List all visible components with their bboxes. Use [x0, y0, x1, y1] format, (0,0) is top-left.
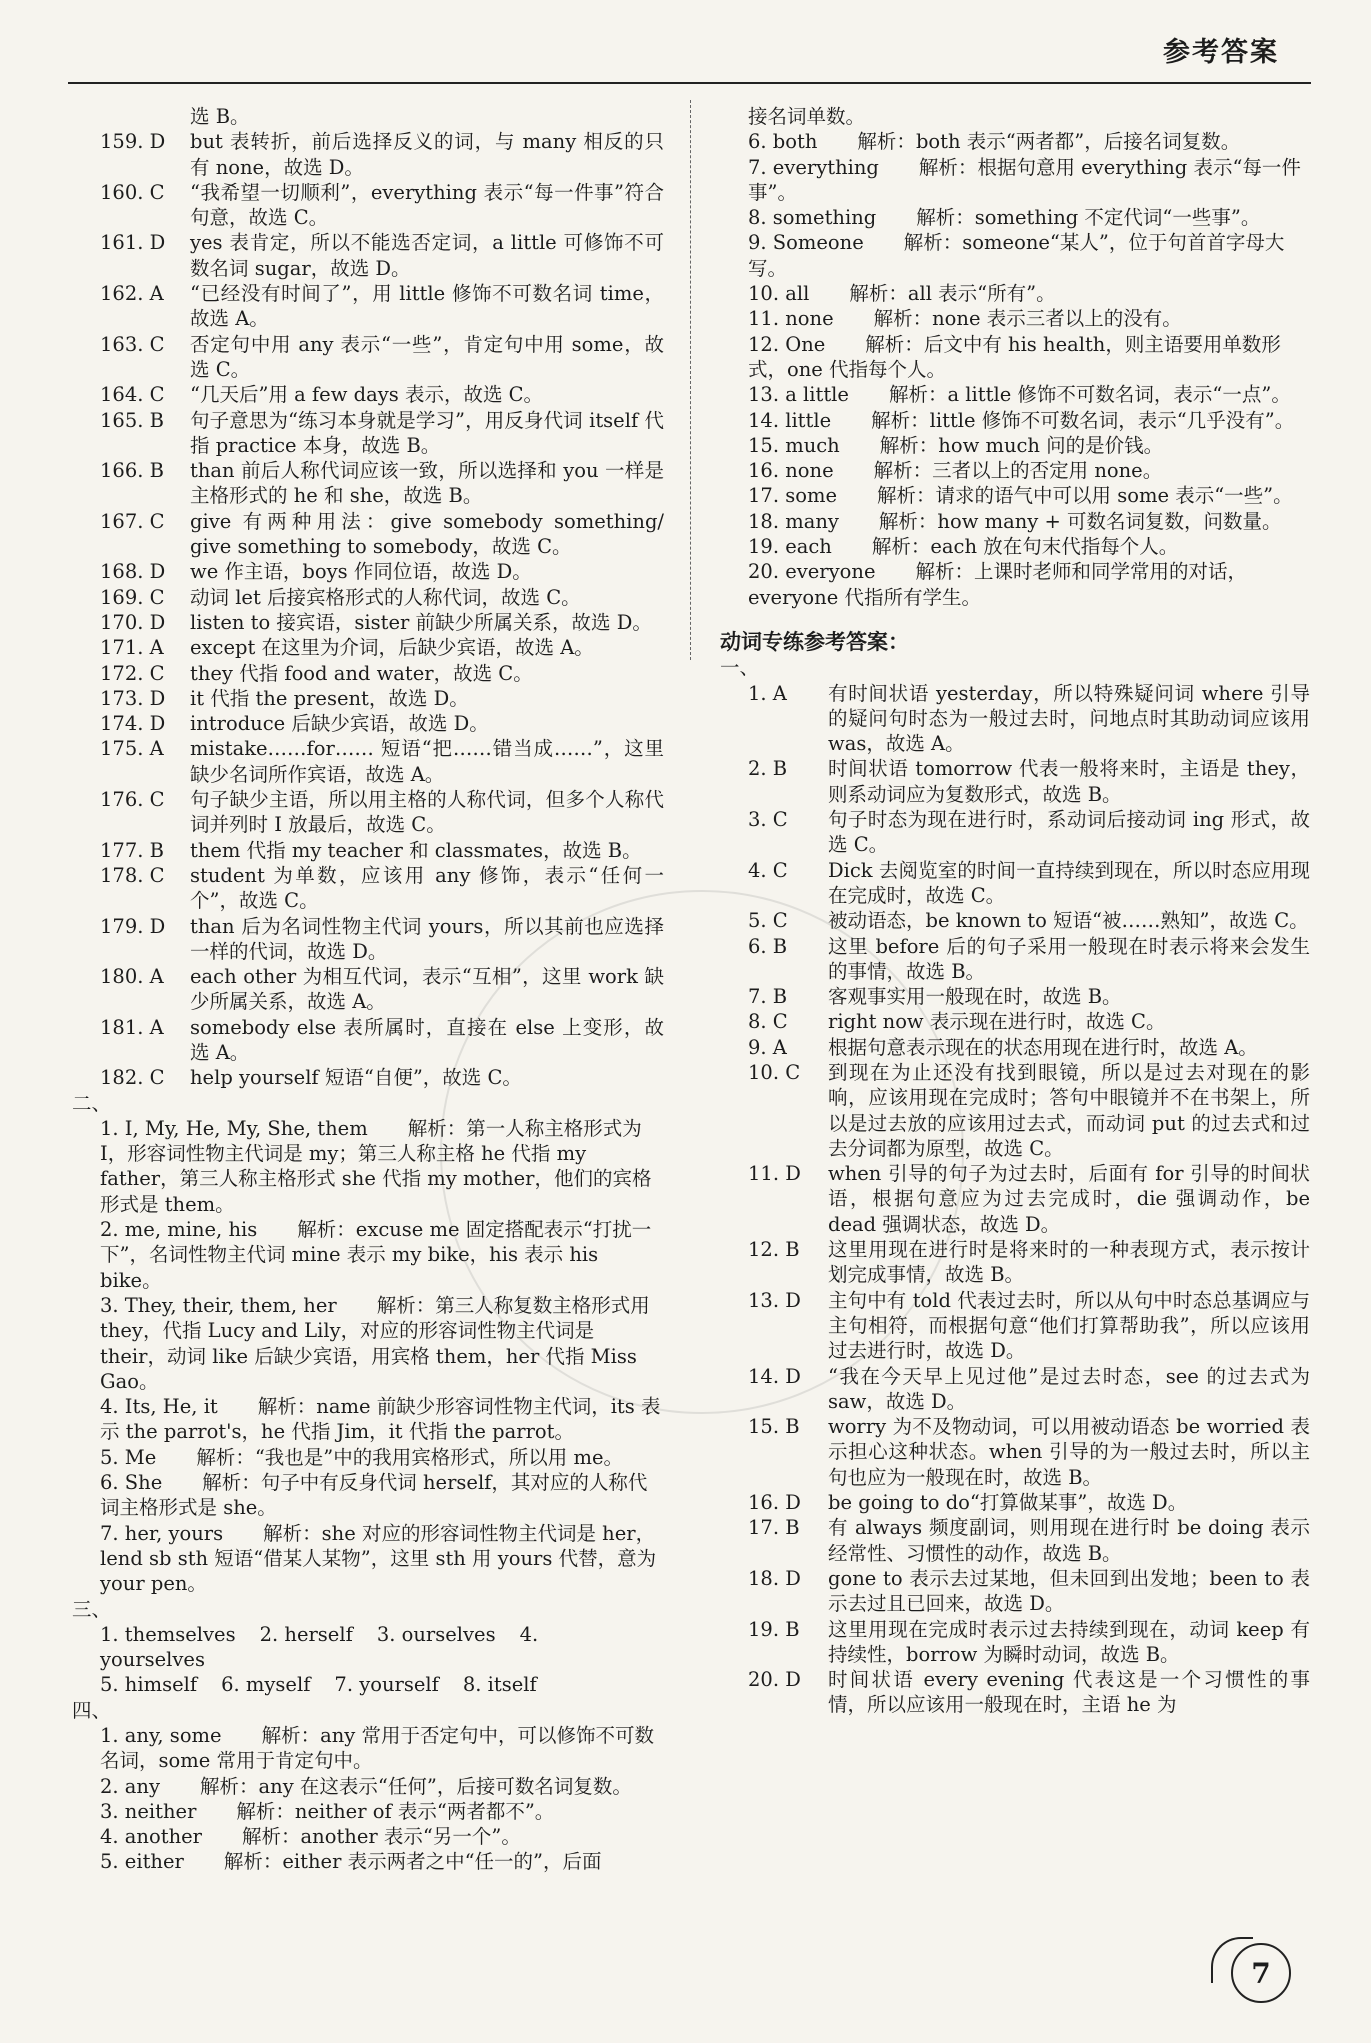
section-heading: 动词专练参考答案： — [720, 629, 909, 654]
answer-item — [72, 635, 664, 660]
answer-explanation: 后文中有 his health，则主语要用单数形式，one 代指每个人。 — [748, 332, 1281, 381]
answer-key: 2. me, mine, his — [100, 1218, 258, 1242]
answer-key: 3. C — [748, 808, 788, 832]
answer-explanation: 客观事实用一般现在时，故选 B。 — [828, 985, 1122, 1009]
answer-key: 5. himself — [100, 1673, 198, 1697]
answer-explanation: “几天后”用 a few days 表示，故选 C。 — [190, 383, 544, 407]
answer-explanation: 到现在为止还没有找到眼镜，所以是过去对现在的影响，应该用现在完成时；答句中眼镜并不在书架上，所以是过去放的应该用过去式，而动词 put 的过去式和过去分词都为原型，故选 C。 — [828, 1060, 1310, 1160]
answer-item — [720, 756, 1310, 807]
answer-item — [720, 858, 1310, 909]
answer-key: 168. D — [100, 560, 166, 584]
answer-key: 182. C — [100, 1066, 165, 1090]
answer-item — [720, 458, 1310, 483]
answer-explanation: something 不定代词“一些事”。 — [974, 206, 1261, 230]
answer-item — [720, 934, 1310, 985]
answer-item — [720, 408, 1310, 433]
answer-explanation: 根据句意用 everything 表示“每一件事”。 — [748, 155, 1301, 204]
answer-item — [720, 1060, 1310, 1161]
answer-item — [72, 180, 664, 231]
answer-key: 173. D — [100, 686, 166, 710]
answer-key: 11. D — [748, 1162, 801, 1186]
header-rule — [68, 82, 1311, 84]
analysis-label: 解析： — [871, 535, 931, 559]
answer-item — [720, 382, 1310, 407]
answer-key: 174. D — [100, 712, 166, 736]
answer-key: 3. They, their, them, her — [100, 1293, 337, 1317]
answer-item — [720, 807, 1310, 858]
answer-item — [72, 711, 664, 736]
answer-item — [72, 661, 664, 686]
answer-row — [72, 1622, 664, 1673]
answer-explanation: 上课时老师和同学常用的对话，everyone 代指所有学生。 — [748, 560, 1248, 609]
answer-key: 5. C — [748, 909, 788, 933]
answer-explanation: 句子缺少主语，所以用主格的人称代词，但多个人称代词并列时 I 放最后，故选 C。 — [190, 788, 664, 837]
answer-item — [72, 559, 664, 584]
analysis-label: 解析： — [871, 408, 930, 432]
answer-item — [72, 1015, 664, 1066]
answer-key: 4. yourselves — [100, 1622, 539, 1672]
answer-key: 3. neither — [100, 1799, 197, 1823]
answer-key: 20. everyone — [748, 560, 876, 584]
analysis-label: 解析： — [257, 1395, 317, 1419]
answer-key: 4. C — [748, 858, 788, 882]
analysis-label: 解析： — [865, 332, 924, 356]
answer-item — [720, 483, 1310, 508]
answer-item — [72, 1217, 664, 1293]
answer-key: 167. C — [100, 509, 165, 533]
answer-explanation: 句子中有反身代词 herself，其对应的人称代词主格形式是 she。 — [100, 1471, 648, 1520]
analysis-label: 解析： — [849, 282, 908, 306]
answer-explanation: we 作主语，boys 作同位语，故选 D。 — [190, 560, 532, 584]
analysis-label: 解析： — [879, 433, 939, 457]
answer-key: 10. C — [748, 1060, 801, 1084]
answer-key: 162. A — [100, 282, 164, 306]
analysis-label: 解析： — [196, 1445, 255, 1469]
answer-item — [72, 1065, 664, 1090]
answer-item — [720, 1566, 1310, 1617]
answer-explanation: introduce 后缺少宾语，故选 D。 — [190, 712, 489, 736]
answer-key: 179. D — [100, 914, 166, 938]
analysis-label: 解析： — [263, 1521, 322, 1545]
answer-explanation: listen to 接宾语，sister 前缺少所属关系，故选 D。 — [190, 610, 652, 634]
continued-text: 接名词单数。 — [748, 105, 866, 128]
answer-explanation: any 常用于否定句中，可以修饰不可数名词，some 常用于肯定句中。 — [100, 1724, 655, 1773]
answer-key: 175. A — [100, 737, 164, 761]
analysis-label: 解析： — [903, 231, 963, 255]
answer-explanation: except 在这里为介词，后缺少宾语，故选 A。 — [190, 636, 594, 660]
section-label: 三、 — [72, 1597, 112, 1621]
answer-explanation: 有 always 频度副词，则用现在进行时 be doing 表示经常性、习惯性的动作，故选 B。 — [828, 1516, 1310, 1565]
answer-key: 2. herself — [259, 1622, 353, 1646]
answer-key: 19. B — [748, 1617, 800, 1641]
answer-item — [720, 1161, 1310, 1237]
answer-key: 176. C — [100, 788, 165, 812]
answer-key: 8. itself — [462, 1673, 537, 1697]
answer-key: 177. B — [100, 838, 164, 862]
answer-key: 17. B — [748, 1516, 800, 1540]
answer-key: 1. I, My, He, My, She, them — [100, 1116, 368, 1140]
analysis-label: 解析： — [877, 484, 936, 508]
left-column — [72, 104, 664, 1875]
answer-explanation: each 放在句末代指每个人。 — [930, 535, 1179, 559]
answer-item — [720, 1364, 1310, 1415]
answer-key: 15. B — [748, 1415, 800, 1439]
answer-explanation: 主句中有 told 代表过去时，所以从句中时态总基调应与主句相符，而根据句意“他们打算帮助我”，所以应该用过去进行时，故选 D。 — [828, 1288, 1310, 1363]
answer-key: 3. ourselves — [376, 1622, 496, 1646]
answer-item — [720, 559, 1310, 610]
answer-explanation: they 代指 food and water，故选 C。 — [190, 661, 533, 685]
answer-key: 165. B — [100, 408, 164, 432]
answer-explanation: 有时间状语 yesterday，所以特殊疑问词 where 引导的疑问句时态为一般过去时，问地点时其助动词应该用 was，故选 A。 — [828, 681, 1310, 756]
answer-explanation: give 有两种用法：give somebody something/ give something to somebody，故选 C。 — [190, 509, 664, 559]
answer-item — [72, 1470, 664, 1521]
answer-item — [720, 534, 1310, 559]
answer-explanation: Dick 去阅览室的时间一直持续到现在，所以时态应用现在完成时，故选 C。 — [828, 858, 1310, 907]
answer-explanation: any 在这表示“任何”，后接可数名词复数。 — [258, 1774, 632, 1798]
answer-explanation: how many + 可数名词复数，问数量。 — [937, 509, 1282, 533]
answer-explanation: 句子时态为现在进行时，系动词后接动词 ing 形式，故选 C。 — [828, 808, 1310, 857]
answer-item — [72, 1521, 664, 1597]
answer-explanation: yes 表肯定，所以不能选否定词，a little 可修饰不可数名词 sugar，故选 D。 — [190, 231, 664, 280]
answer-item — [720, 1617, 1310, 1668]
answer-explanation: “已经没有时间了”，用 little 修饰不可数名词 time，故选 A。 — [190, 282, 664, 331]
answer-key: 1. themselves — [100, 1622, 236, 1646]
answer-item — [72, 686, 664, 711]
answer-item — [72, 1293, 664, 1394]
right-column — [720, 104, 1310, 1718]
answer-item — [72, 1824, 664, 1849]
answer-explanation: than 前后人称代词应该一致，所以选择和 you 一样是主格形式的 he 和 she，故选 B。 — [190, 459, 664, 508]
answer-explanation: she 对应的形容词性物主代词是 her，lend sb sth 短语“借某人某物”，这里 sth 用 yours 代替，意为 your pen。 — [100, 1521, 657, 1596]
answer-explanation: 这里 before 后的句子采用一般现在时表示将来会发生的事情，故选 B。 — [828, 934, 1310, 983]
answer-key: 11. none — [748, 307, 834, 331]
answer-explanation: little 修饰不可数名词，表示“几乎没有”。 — [929, 408, 1295, 432]
answer-explanation: 第三人称复数主格形式用 they，代指 Lucy and Lily，对应的形容词性物主代词是 their，动词 like 后缺少宾语，用宾格 them，her 代指 Miss Gao。 — [100, 1293, 650, 1393]
analysis-label: 解析： — [407, 1116, 467, 1140]
answer-explanation: excuse me 固定搭配表示“打扰一下”，名词性物主代词 mine 表示 my bike，his 表示 his bike。 — [100, 1218, 652, 1292]
answer-explanation: how much 问的是价钱。 — [938, 433, 1164, 457]
analysis-label: 解析： — [202, 1471, 261, 1495]
answer-item — [720, 1237, 1310, 1288]
answer-explanation: mistake……for…… 短语“把……错当成……”，这里缺少名词所作宾语，故选 A。 — [190, 737, 664, 786]
answer-key: 13. a little — [748, 383, 849, 407]
answer-key: 2. B — [748, 757, 788, 781]
answer-item — [720, 908, 1310, 933]
answer-key: 18. D — [748, 1566, 801, 1590]
section-label: 四、 — [72, 1698, 112, 1722]
analysis-label: 解析： — [200, 1774, 259, 1798]
answer-key: 163. C — [100, 332, 165, 356]
answer-item — [720, 1035, 1310, 1060]
answer-item — [72, 585, 664, 610]
answer-key: 161. D — [100, 231, 166, 255]
answer-item — [720, 129, 1310, 154]
answer-explanation: each other 为相互代词，表示“互相”，这里 work 缺少所属关系，故选 A。 — [190, 965, 664, 1014]
analysis-label: 解析： — [297, 1218, 356, 1242]
answer-key: 181. A — [100, 1015, 164, 1039]
answer-item — [72, 863, 664, 914]
answer-key: 1. any, some — [100, 1724, 222, 1747]
analysis-label: 解析： — [857, 130, 916, 154]
answer-item — [720, 984, 1310, 1009]
answer-explanation: another 表示“另一个”。 — [300, 1825, 521, 1849]
answer-explanation: a little 修饰不可数名词，表示“一点”。 — [947, 383, 1291, 407]
analysis-label: 解析： — [873, 459, 933, 483]
answer-item — [72, 408, 664, 459]
answer-item — [720, 1667, 1310, 1718]
answer-key: 12. One — [748, 332, 826, 356]
answer-key: 9. A — [748, 1035, 787, 1059]
answer-item — [72, 1445, 664, 1470]
answer-item — [72, 1774, 664, 1799]
answer-explanation: help yourself 短语“自便”，故选 C。 — [190, 1066, 522, 1090]
answer-item — [720, 681, 1310, 757]
answer-item — [720, 281, 1310, 306]
answer-item — [72, 736, 664, 787]
answer-explanation: be going to do“打算做某事”，故选 D。 — [828, 1491, 1188, 1515]
answer-explanation: either 表示两者之中“任一的”，后面 — [282, 1850, 602, 1874]
answer-key: 6. both — [748, 130, 818, 154]
answer-item — [72, 1849, 664, 1874]
answer-key: 2. any — [100, 1774, 161, 1798]
answer-explanation: than 后为名词性物主代词 yours，所以其前也应选择一样的代词，故选 D。 — [190, 914, 664, 963]
answer-item — [72, 914, 664, 965]
answer-key: 180. A — [100, 965, 164, 989]
answer-explanation: worry 为不及物动词，可以用被动语态 be worried 表示担心这种状态。when 引导的为一般过去时，所以主句也应为一般现在时，故选 B。 — [828, 1415, 1310, 1489]
answer-item — [72, 129, 664, 180]
answer-explanation: gone to 表示去过某地，但未回到出发地；been to 表示去过且已回来，故选 D。 — [828, 1566, 1310, 1616]
analysis-label: 解析： — [918, 155, 978, 179]
answer-explanation: 句子意思为“练习本身就是学习”，用反身代词 itself 代指 practice 本身，故选 B。 — [190, 408, 664, 457]
answer-item — [72, 1723, 664, 1774]
answer-item — [72, 610, 664, 635]
answer-key: 172. C — [100, 661, 165, 685]
answer-key: 13. D — [748, 1288, 801, 1312]
answer-item — [720, 205, 1310, 230]
analysis-label: 解析： — [878, 509, 938, 533]
answer-key: 7. B — [748, 985, 788, 1009]
analysis-label: 解析： — [261, 1724, 321, 1747]
answer-explanation: 否定句中用 any 表示“一些”，肯定句中用 some，故选 C。 — [190, 332, 664, 381]
analysis-label: 解析： — [916, 206, 975, 230]
answer-key: 171. A — [100, 636, 164, 660]
answer-item — [720, 1515, 1310, 1566]
page-title: 参考答案 — [1163, 37, 1279, 68]
answer-explanation: name 前缺少形容词性物主代词，its 表示 the parrot's，he 代指 Jim，it 代指 the parrot。 — [100, 1395, 661, 1444]
answer-item — [720, 1414, 1310, 1490]
answer-item — [72, 230, 664, 281]
answer-explanation: 时间状语 tomorrow 代表一般将来时，主语是 they，则系动词应为复数形式，故选 B。 — [828, 757, 1310, 806]
answer-item — [72, 787, 664, 838]
answer-key: 18. many — [748, 509, 839, 533]
answer-item — [720, 433, 1310, 458]
answer-key: 166. B — [100, 459, 164, 483]
continued-text: 选 B。 — [190, 105, 250, 128]
answer-item — [72, 838, 664, 863]
analysis-label: 解析： — [888, 383, 948, 407]
answer-item — [720, 509, 1310, 534]
answer-item — [720, 332, 1310, 383]
answer-explanation: somebody else 表所属时，直接在 else 上变形，故选 A。 — [190, 1015, 664, 1064]
analysis-label: 解析： — [915, 560, 974, 584]
answer-key: 6. myself — [221, 1673, 311, 1697]
answer-explanation: “我希望一切顺利”，everything 表示“每一件事”符合句意，故选 C。 — [190, 180, 664, 230]
answer-key: 10. all — [748, 282, 810, 306]
answer-key: 5. either — [100, 1850, 184, 1874]
answer-explanation: right now 表示现在进行时，故选 C。 — [828, 1010, 1166, 1034]
answer-key: 169. C — [100, 585, 165, 609]
answer-explanation: 第一人称主格形式为 I，形容词性物主代词是 my；第三人称主格 he 代指 my father，第三人称主格形式 she 代指 my mother，他们的宾格形式是 them。 — [100, 1116, 652, 1216]
answer-key: 20. D — [748, 1668, 801, 1692]
analysis-label: 解析： — [223, 1850, 283, 1874]
answer-explanation: but 表转折，前后选择反义的词，与 many 相反的只有 none，故选 D。 — [190, 130, 664, 179]
answer-explanation: “我也是”中的我用宾格形式，所以用 me。 — [254, 1445, 623, 1469]
answer-explanation: 这里用现在进行时是将来时的一种表现方式，表示按计划完成事情，故选 B。 — [828, 1238, 1310, 1287]
column-divider — [690, 100, 691, 660]
answer-key: 1. A — [748, 681, 787, 705]
answer-key: 12. B — [748, 1238, 800, 1262]
answer-item — [72, 458, 664, 509]
answer-explanation: 动词 let 后接宾格形式的人称代词，故选 C。 — [190, 585, 581, 609]
answer-item — [720, 155, 1310, 206]
analysis-label: 解析： — [242, 1825, 301, 1849]
answer-key: 7. her, yours — [100, 1521, 224, 1545]
answer-item — [72, 332, 664, 383]
analysis-label: 解析： — [376, 1293, 436, 1317]
answer-item — [72, 281, 664, 332]
answer-explanation: 这里用现在完成时表示过去持续到现在，动词 keep 有持续性，borrow 为瞬时动词，故选 B。 — [828, 1617, 1310, 1666]
page-number: 7 — [1231, 1943, 1291, 2003]
answer-key: 4. another — [100, 1825, 202, 1849]
answer-key: 7. everything — [748, 155, 879, 179]
answer-item — [72, 1799, 664, 1824]
answer-item — [72, 382, 664, 407]
answer-item — [720, 1288, 1310, 1364]
answer-key: 5. Me — [100, 1445, 157, 1469]
answer-key: 19. each — [748, 535, 832, 559]
answer-explanation: 被动语态，be known to 短语“被……熟知”，故选 C。 — [828, 909, 1309, 933]
answer-key: 17. some — [748, 484, 837, 508]
answer-explanation: when 引导的句子为过去时，后面有 for 引导的时间状语，根据句意应为过去完成时，die 强调动作，be dead 强调状态，故选 D。 — [828, 1162, 1310, 1236]
answer-item — [720, 306, 1310, 331]
answer-explanation: 三者以上的否定用 none。 — [932, 459, 1163, 483]
answer-explanation: “我在今天早上见过他”是过去时态，see 的过去式为 saw，故选 D。 — [828, 1364, 1310, 1413]
answer-key: 159. D — [100, 130, 166, 154]
answer-explanation: none 表示三者以上的没有。 — [932, 307, 1182, 331]
answer-key: 8. something — [748, 206, 877, 230]
answer-key: 9. Someone — [748, 231, 864, 255]
answer-key: 6. She — [100, 1471, 163, 1495]
answer-item — [72, 509, 664, 560]
answer-key: 14. little — [748, 408, 832, 432]
answer-key: 160. C — [100, 180, 165, 204]
analysis-label: 解析： — [236, 1799, 295, 1823]
answer-key: 178. C — [100, 863, 165, 887]
answer-explanation: student 为单数，应该用 any 修饰，表示“任何一个”，故选 C。 — [190, 863, 664, 913]
answer-explanation: them 代指 my teacher 和 classmates，故选 B。 — [190, 838, 642, 862]
answer-key: 164. C — [100, 383, 165, 407]
answer-key: 16. D — [748, 1491, 801, 1515]
answer-explanation: 时间状语 every evening 代表这是一个习惯性的事情，所以应该用一般现在时，主语 he 为 — [828, 1668, 1310, 1717]
answer-item — [72, 1394, 664, 1445]
answer-explanation: 请求的语气中可以用 some 表示“一些”。 — [935, 484, 1293, 508]
answer-key: 170. D — [100, 610, 166, 634]
answer-key: 14. D — [748, 1364, 801, 1388]
answer-explanation: all 表示“所有”。 — [907, 282, 1056, 306]
answer-explanation: both 表示“两者都”，后接名词复数。 — [915, 130, 1241, 154]
analysis-label: 解析： — [873, 307, 933, 331]
answer-key: 6. B — [748, 934, 788, 958]
answer-key: 4. Its, He, it — [100, 1395, 218, 1419]
answer-item — [72, 1116, 664, 1217]
answer-key: 7. yourself — [334, 1673, 439, 1697]
answer-key: 16. none — [748, 459, 834, 483]
answer-key: 15. much — [748, 433, 840, 457]
answer-key: 8. C — [748, 1010, 788, 1034]
answer-explanation: it 代指 the present，故选 D。 — [190, 686, 469, 710]
answer-row — [72, 1672, 664, 1697]
answer-explanation: 根据句意表示现在的状态用现在进行时，故选 A。 — [828, 1035, 1258, 1059]
answer-explanation: someone“某人”，位于句首首字母大写。 — [748, 231, 1285, 280]
answer-item — [720, 1490, 1310, 1515]
answer-item — [72, 964, 664, 1015]
answer-item — [720, 230, 1310, 281]
answer-explanation: neither of 表示“两者都不”。 — [294, 1799, 555, 1823]
section-label: 二、 — [72, 1091, 112, 1115]
answer-item — [720, 1009, 1310, 1034]
section-label: 一、 — [720, 656, 760, 680]
